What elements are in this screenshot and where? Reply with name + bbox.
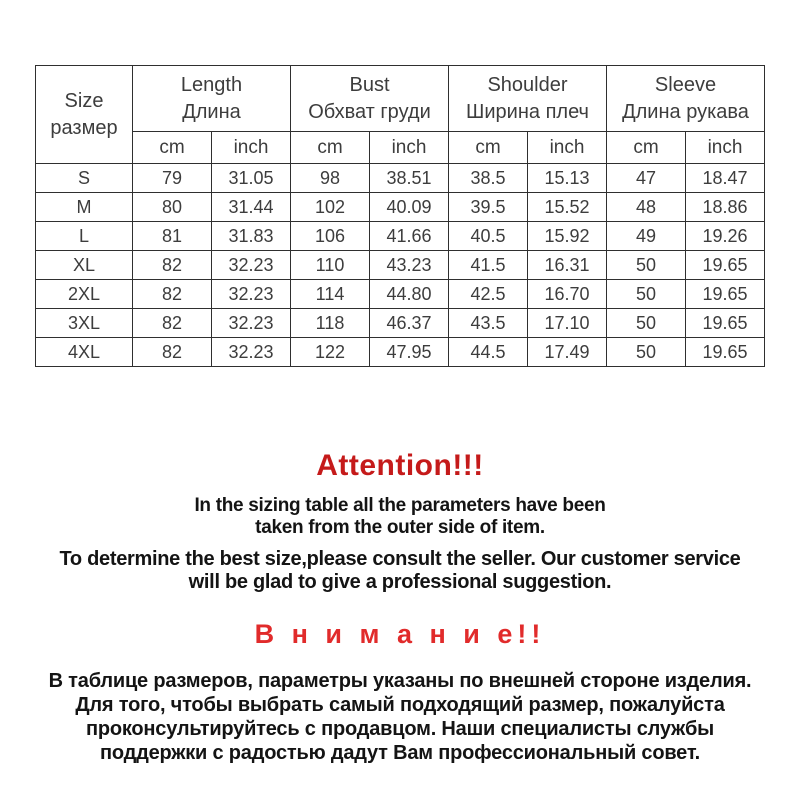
english-note-2-line-2: will be glad to give a professional suggestion. xyxy=(188,571,612,593)
shoulder-column-header xyxy=(449,66,607,132)
value-cell: 82 xyxy=(132,338,211,367)
value-cell: 98 xyxy=(291,164,370,193)
vnimanie-heading: В н и м а н и е!! xyxy=(254,619,546,649)
bust-column-header xyxy=(291,66,449,132)
table-row xyxy=(35,309,764,338)
shoulder-header-en: Shoulder xyxy=(487,73,568,96)
value-cell: 43.23 xyxy=(370,251,449,280)
value-cell: 32.23 xyxy=(211,280,290,309)
value-cell: 17.49 xyxy=(528,338,607,367)
table-row xyxy=(35,251,764,280)
value-cell: 41.5 xyxy=(449,251,528,280)
unit-header-cm: cm xyxy=(132,132,211,164)
unit-header-cm: cm xyxy=(449,132,528,164)
value-cell: 44.5 xyxy=(449,338,528,367)
size-cell: M xyxy=(35,193,132,222)
value-cell: 40.09 xyxy=(370,193,449,222)
value-cell: 82 xyxy=(132,280,211,309)
value-cell: 19.65 xyxy=(686,309,765,338)
value-cell: 19.65 xyxy=(686,338,765,367)
value-cell: 102 xyxy=(291,193,370,222)
size-cell: 2XL xyxy=(35,280,132,309)
value-cell: 50 xyxy=(607,280,686,309)
size-cell: 4XL xyxy=(35,338,132,367)
value-cell: 40.5 xyxy=(449,222,528,251)
value-cell: 110 xyxy=(291,251,370,280)
value-cell: 15.13 xyxy=(528,164,607,193)
unit-header-inch: inch xyxy=(528,132,607,164)
value-cell: 80 xyxy=(132,193,211,222)
value-cell: 44.80 xyxy=(370,280,449,309)
length-column-header xyxy=(132,66,290,132)
value-cell: 32.23 xyxy=(211,338,290,367)
value-cell: 82 xyxy=(132,251,211,280)
value-cell: 38.51 xyxy=(370,164,449,193)
size-cell: S xyxy=(35,164,132,193)
value-cell: 19.65 xyxy=(686,251,765,280)
value-cell: 49 xyxy=(607,222,686,251)
value-cell: 16.31 xyxy=(528,251,607,280)
value-cell: 15.92 xyxy=(528,222,607,251)
value-cell: 18.47 xyxy=(686,164,765,193)
english-note-2 xyxy=(0,548,800,594)
value-cell: 15.52 xyxy=(528,193,607,222)
table-header-row xyxy=(35,66,764,132)
value-cell: 17.10 xyxy=(528,309,607,338)
russian-note-line-3: проконсультируйтесь с продавцом. Наши специалисты службы xyxy=(85,718,715,740)
value-cell: 43.5 xyxy=(449,309,528,338)
table-unit-row xyxy=(35,132,764,164)
russian-note-line-1: В таблице размеров, параметры указаны по внешней стороне изделия. xyxy=(48,670,752,692)
value-cell: 47 xyxy=(607,164,686,193)
russian-note-line-4: поддержки с радостью дадут Вам профессиональный совет. xyxy=(99,742,701,764)
value-cell: 31.44 xyxy=(211,193,290,222)
size-column-header xyxy=(35,66,132,164)
value-cell: 32.23 xyxy=(211,251,290,280)
unit-header-inch: inch xyxy=(370,132,449,164)
unit-header-inch: inch xyxy=(686,132,765,164)
russian-note xyxy=(0,669,800,765)
value-cell: 81 xyxy=(132,222,211,251)
size-cell: XL xyxy=(35,251,132,280)
value-cell: 50 xyxy=(607,309,686,338)
attention-heading: Attention!!! xyxy=(316,449,484,482)
value-cell: 31.05 xyxy=(211,164,290,193)
table-row xyxy=(35,280,764,309)
value-cell: 32.23 xyxy=(211,309,290,338)
value-cell: 79 xyxy=(132,164,211,193)
shoulder-header-ru: Ширина плеч xyxy=(466,100,589,123)
value-cell: 31.83 xyxy=(211,222,290,251)
english-note-1 xyxy=(0,495,800,539)
bust-header-ru: Обхват груди xyxy=(308,100,431,123)
english-note-2-line-1: To determine the best size,please consult the seller. Our customer service xyxy=(59,548,741,570)
size-header-en: Size xyxy=(64,89,104,112)
length-header-ru: Длина xyxy=(182,100,241,123)
length-header-en: Length xyxy=(180,73,243,96)
size-header-ru: размер xyxy=(50,116,118,139)
english-note-1-line-1: In the sizing table all the parameters have been xyxy=(194,495,606,516)
russian-note-line-2: Для того, чтобы выбрать самый подходящий размер, пожалуйста xyxy=(75,694,725,716)
value-cell: 48 xyxy=(607,193,686,222)
table-row xyxy=(35,193,764,222)
bust-header-en: Bust xyxy=(349,73,390,96)
value-cell: 50 xyxy=(607,338,686,367)
english-note-1-line-2: taken from the outer side of item. xyxy=(255,517,545,538)
unit-header-cm: cm xyxy=(291,132,370,164)
sleeve-column-header xyxy=(607,66,765,132)
size-cell: 3XL xyxy=(35,309,132,338)
size-cell: L xyxy=(35,222,132,251)
value-cell: 118 xyxy=(291,309,370,338)
value-cell: 106 xyxy=(291,222,370,251)
value-cell: 41.66 xyxy=(370,222,449,251)
table-row xyxy=(35,338,764,367)
value-cell: 16.70 xyxy=(528,280,607,309)
table-row xyxy=(35,222,764,251)
value-cell: 19.26 xyxy=(686,222,765,251)
value-cell: 39.5 xyxy=(449,193,528,222)
value-cell: 82 xyxy=(132,309,211,338)
value-cell: 18.86 xyxy=(686,193,765,222)
unit-header-inch: inch xyxy=(211,132,290,164)
value-cell: 42.5 xyxy=(449,280,528,309)
value-cell: 122 xyxy=(291,338,370,367)
value-cell: 50 xyxy=(607,251,686,280)
value-cell: 46.37 xyxy=(370,309,449,338)
value-cell: 19.65 xyxy=(686,280,765,309)
value-cell: 114 xyxy=(291,280,370,309)
value-cell: 38.5 xyxy=(449,164,528,193)
size-table xyxy=(35,65,765,367)
unit-header-cm: cm xyxy=(607,132,686,164)
sleeve-header-ru: Длина рукава xyxy=(622,100,749,123)
value-cell: 47.95 xyxy=(370,338,449,367)
table-row xyxy=(35,164,764,193)
sleeve-header-en: Sleeve xyxy=(654,73,717,96)
